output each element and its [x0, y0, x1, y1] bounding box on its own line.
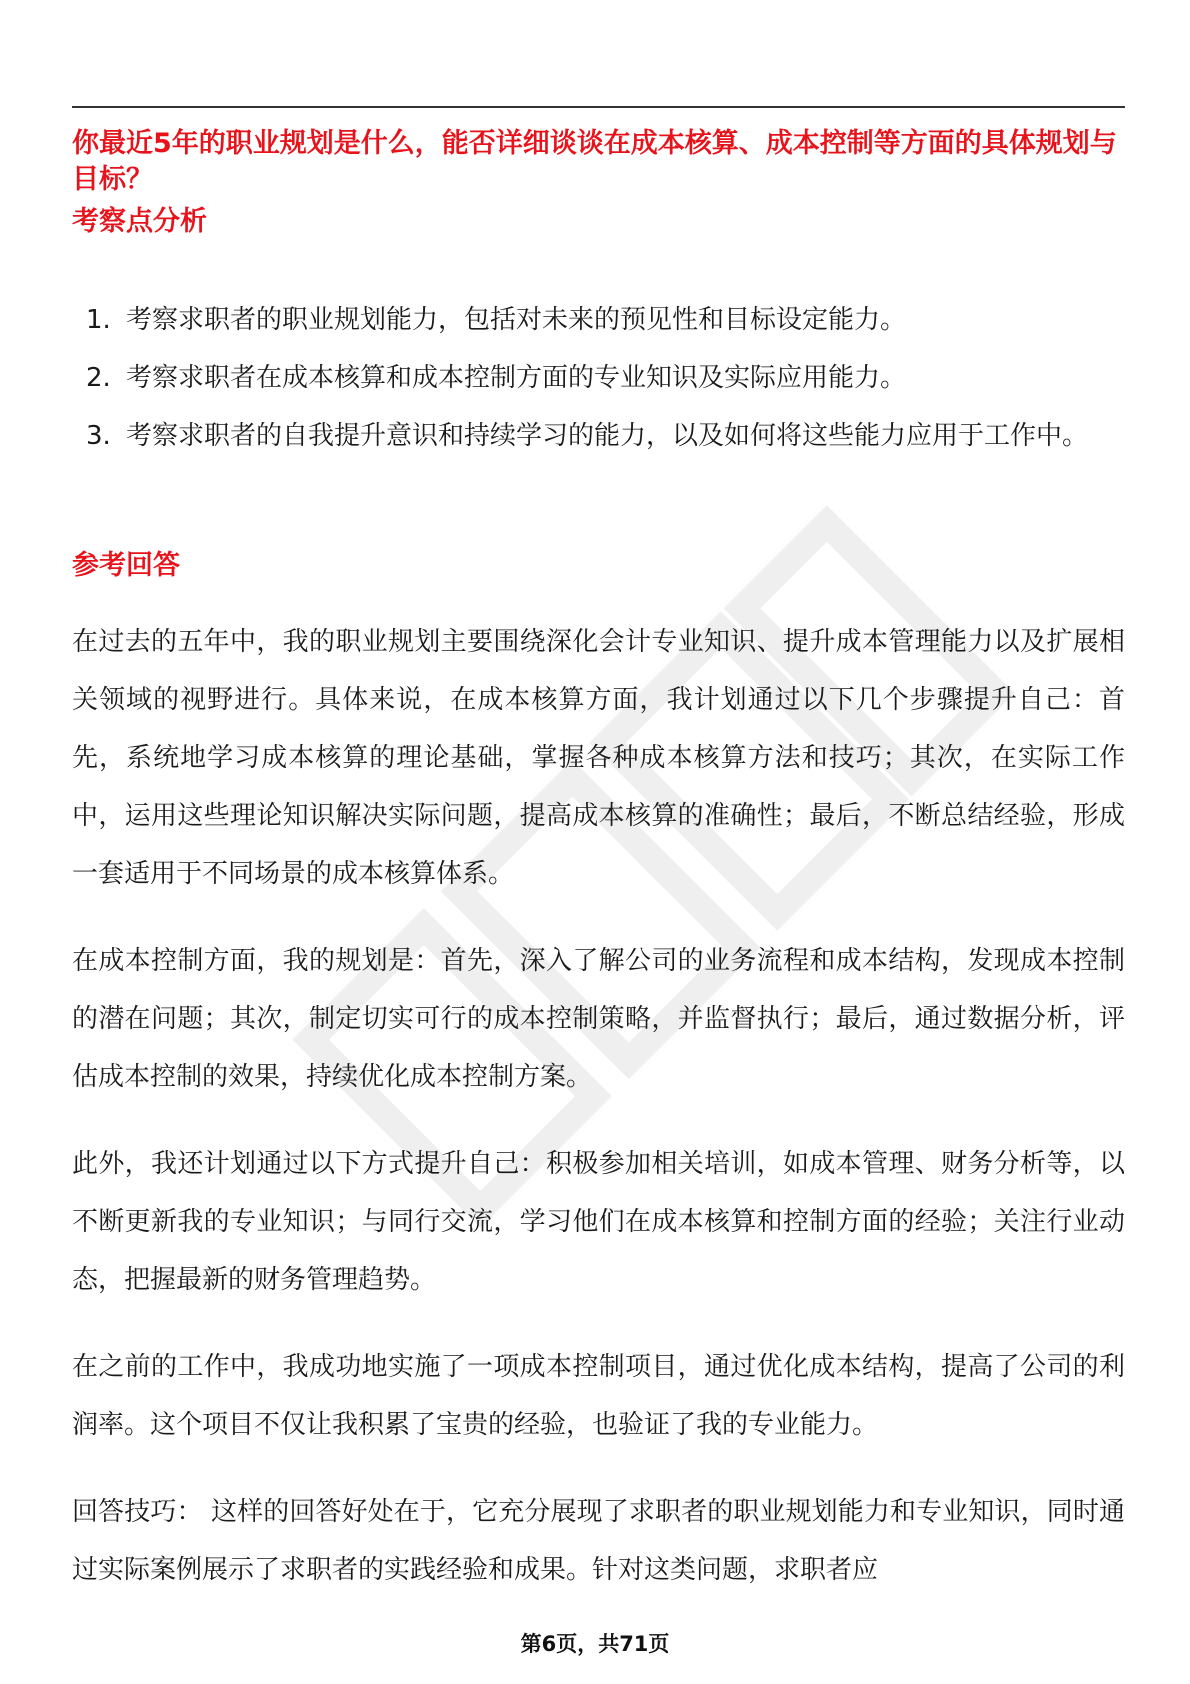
answer-heading: 参考回答	[72, 550, 180, 581]
page-number: 第6页，共71页	[520, 1632, 670, 1656]
analysis-heading: 考察点分析	[72, 206, 207, 237]
question-title: 你最近5年的职业规划是什么，能否详细谈谈在成本核算、成本控制等方面的具体规划与目标？	[72, 128, 1117, 195]
list-item-text: 考察求职者的自我提升意识和持续学习的能力，以及如何将这些能力应用于工作中。	[126, 421, 1089, 451]
answer-paragraph: 此外，我还计划通过以下方式提升自己：积极参加相关培训，如成本管理、财务分析等，以不断更新我的专业知识；与同行交流，学习他们在成本核算和控制方面的经验；关注行业动态，把握最新的财务管理趋势。	[72, 1149, 1125, 1295]
top-divider	[72, 106, 1125, 108]
answer-paragraph: 在过去的五年中，我的职业规划主要围绕深化会计专业知识、提升成本管理能力以及扩展相关领域的视野进行。具体来说，在成本核算方面，我计划通过以下几个步骤提升自己：首先，系统地学习成本核算的理论基础，掌握各种成本核算方法和技巧；其次，在实际工作中，运用这些理论知识解决实际问题，提高成本核算的准确性；最后，不断总结经验，形成一套适用于不同场景的成本核算体系。	[72, 627, 1125, 889]
list-item-number: 3.	[86, 421, 111, 451]
answer-tips-paragraph: 回答技巧： 这样的回答好处在于，它充分展现了求职者的职业规划能力和专业知识，同时通过实际案例展示了求职者的实践经验和成果。针对这类问题，求职者应	[72, 1497, 1125, 1585]
list-item	[72, 349, 1125, 407]
list-item	[72, 407, 1125, 465]
analysis-list	[72, 291, 1125, 465]
list-item-text: 考察求职者在成本核算和成本控制方面的专业知识及实际应用能力。	[126, 363, 907, 393]
list-item-number: 1.	[86, 305, 111, 335]
list-item-number: 2.	[86, 363, 111, 393]
list-item-text: 考察求职者的职业规划能力，包括对未来的预见性和目标设定能力。	[126, 305, 907, 335]
answer-paragraph: 在之前的工作中，我成功地实施了一项成本控制项目，通过优化成本结构，提高了公司的利润率。这个项目不仅让我积累了宝贵的经验，也验证了我的专业能力。	[72, 1352, 1125, 1440]
answer-paragraph: 在成本控制方面，我的规划是：首先，深入了解公司的业务流程和成本结构，发现成本控制的潜在问题；其次，制定切实可行的成本控制策略，并监督执行；最后，通过数据分析，评估成本控制的效果，持续优化成本控制方案。	[72, 946, 1125, 1092]
list-item	[72, 291, 1125, 349]
